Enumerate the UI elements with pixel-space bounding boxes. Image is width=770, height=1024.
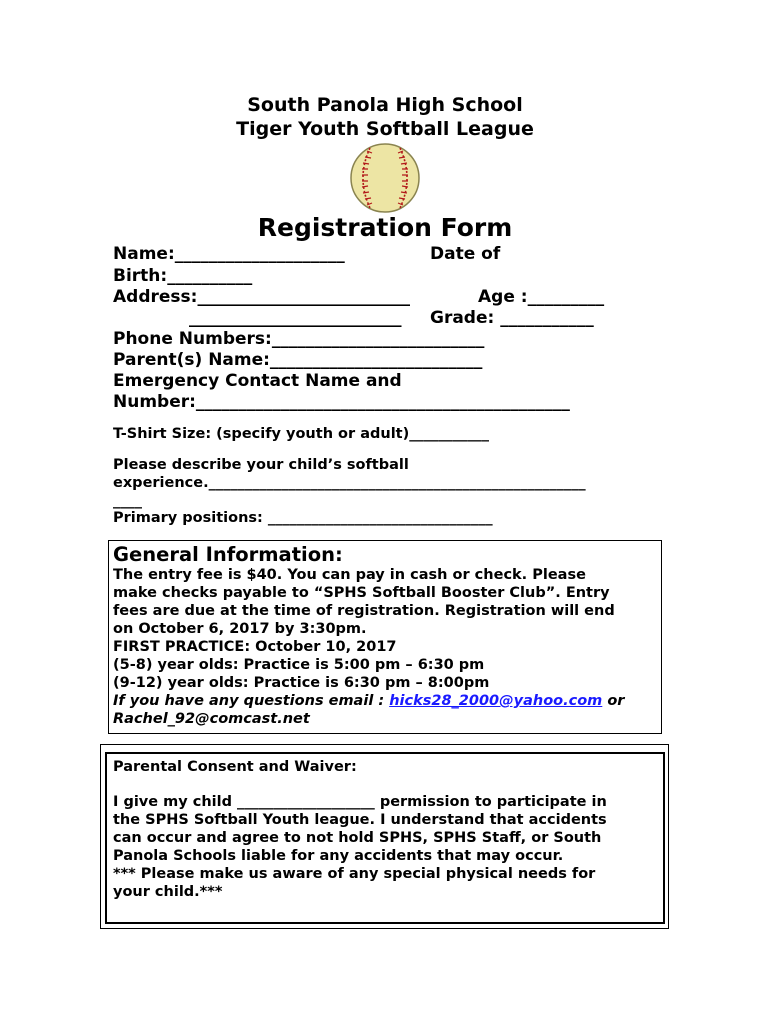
general-info-title: General Information:: [113, 543, 343, 566]
consent-line: Panola Schools liable for any accidents that may occur.: [113, 848, 564, 864]
grade-field[interactable]: Grade: ___________: [430, 308, 594, 328]
experience-field[interactable]: experience.____________________________________________________: [113, 475, 586, 491]
consent-line: I give my child ___________________ permission to participate in: [113, 794, 607, 810]
emergency-number-field[interactable]: Number:____________________________________________: [113, 392, 570, 412]
email-rachel: Rachel_92@comcast.net: [113, 711, 310, 727]
emergency-label: Emergency Contact Name and: [113, 371, 402, 391]
email-link-hicks[interactable]: hicks28_2000@yahoo.com: [389, 693, 603, 709]
consent-title: Parental Consent and Waiver:: [113, 759, 357, 775]
general-line: make checks payable to “SPHS Softball Booster Club”. Entry: [113, 585, 610, 601]
dob-label: Date of: [430, 244, 501, 264]
general-line: The entry fee is $40. You can pay in cash or check. Please: [113, 567, 586, 583]
or-text: or: [602, 693, 625, 709]
parents-field[interactable]: Parent(s) Name:_________________________: [113, 350, 483, 370]
phone-field[interactable]: Phone Numbers:_________________________: [113, 329, 485, 349]
school-name: South Panola High School: [247, 94, 523, 116]
softball-icon: [348, 141, 422, 215]
consent-line: *** Please make us aware of any special physical needs for: [113, 866, 596, 882]
form-title: Registration Form: [257, 213, 513, 242]
birth-field[interactable]: Birth:__________: [113, 266, 253, 286]
league-name: Tiger Youth Softball League: [236, 118, 534, 140]
questions-prefix: If you have any questions email :: [113, 693, 390, 709]
general-line: FIRST PRACTICE: October 10, 2017: [113, 639, 397, 655]
name-field[interactable]: Name:____________________: [113, 244, 345, 264]
consent-line: your child.***: [113, 884, 223, 900]
general-line: (9-12) year olds: Practice is 6:30 pm – 8:00pm: [113, 675, 490, 691]
experience-label: Please describe your child’s softball: [113, 457, 409, 473]
consent-line: the SPHS Softball Youth league. I understand that accidents: [113, 812, 607, 828]
experience-field-cont[interactable]: ____: [113, 493, 142, 509]
consent-line: can occur and agree to not hold SPHS, SPHS Staff, or South: [113, 830, 602, 846]
address-field[interactable]: Address:_________________________: [113, 287, 410, 307]
address-line2-field[interactable]: _________________________: [189, 308, 402, 328]
positions-field[interactable]: Primary positions: _______________________________: [113, 510, 493, 526]
questions-line: [113, 693, 624, 709]
age-field[interactable]: Age :_________: [478, 287, 605, 307]
general-line: on October 6, 2017 by 3:30pm.: [113, 621, 367, 637]
tshirt-field[interactable]: T-Shirt Size: (specify youth or adult)___________: [113, 426, 489, 442]
general-line: (5-8) year olds: Practice is 5:00 pm – 6:30 pm: [113, 657, 485, 673]
general-line: fees are due at the time of registration. Registration will end: [113, 603, 615, 619]
